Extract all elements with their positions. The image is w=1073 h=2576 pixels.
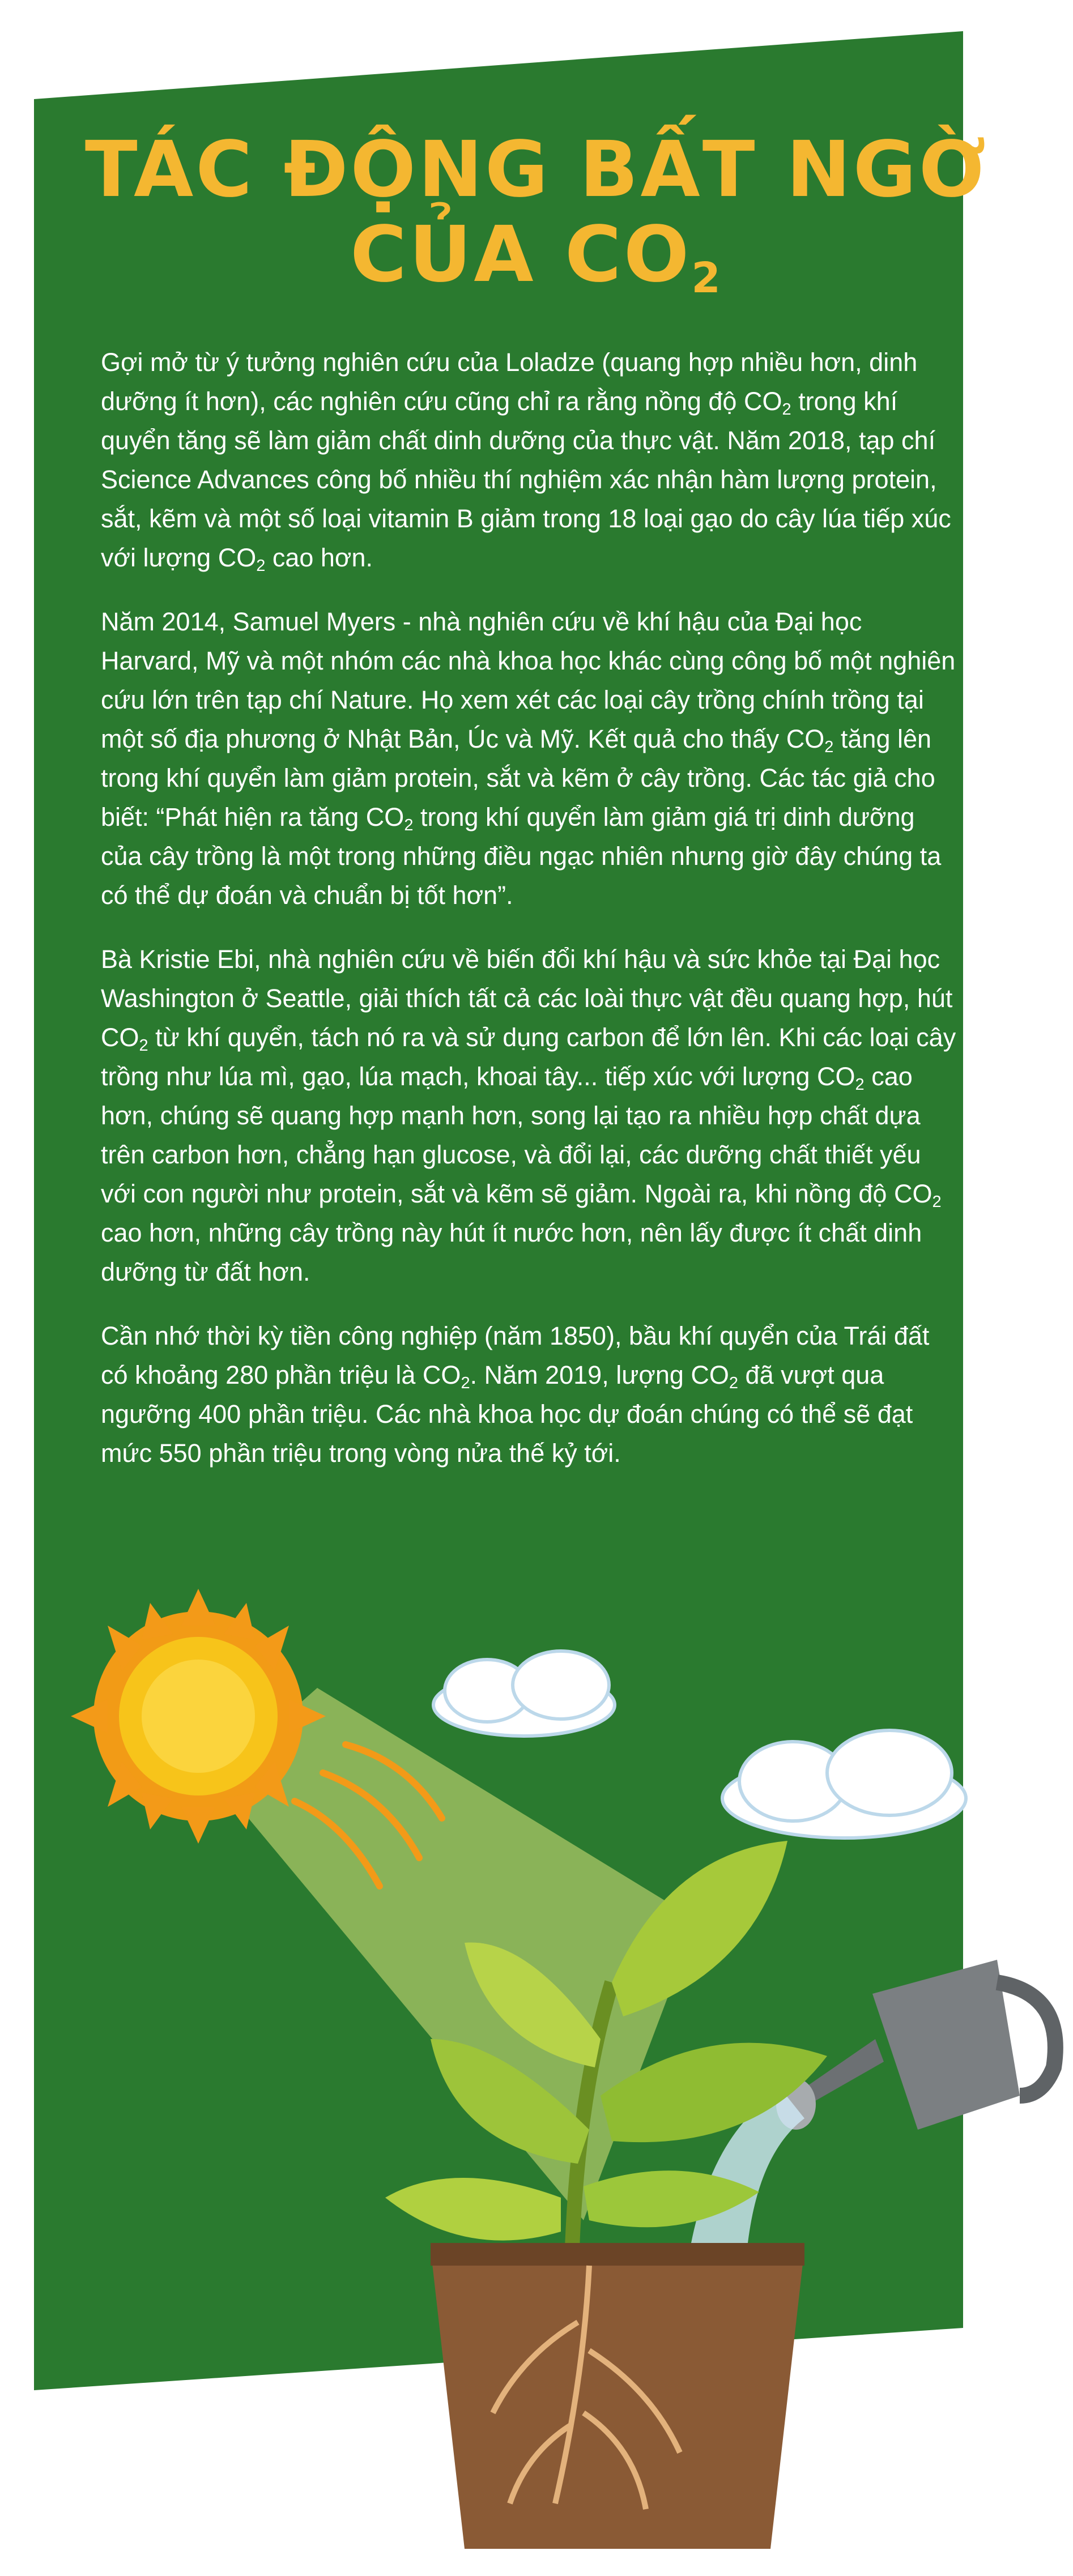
p3-text-3: cao hơn, chúng sẽ quang hợp mạnh hơn, song lại tạo ra nhiều hợp chất dựa trên carbon hơn, chẳng hạn glucose, và đổi lại, các dưỡng chất thiết yếu với con người như protein, sắt và kẽm sẽ giảm. Ngoài ra, khi nồng độ CO	[101, 1062, 933, 1208]
p1-sub-2: 2	[256, 557, 266, 575]
title-line-2-text: CỦA CO	[350, 210, 692, 300]
p2-text-3: trong khí quyển làm giảm giá trị dinh dưỡng của cây trồng là một trong những điều ngạc nhiên nhưng giờ đây chúng ta có thể dự đoán và chuẩn bị tốt hơn”.	[101, 803, 942, 910]
p4-text-3: đã vượt qua ngưỡng 400 phần triệu. Các nhà khoa học dự đoán chúng có thể sẽ đạt mức 550 phần triệu trong vòng nửa thế kỷ tới.	[101, 1360, 913, 1468]
p4-sub-2: 2	[729, 1374, 739, 1392]
title-subscript: 2	[691, 254, 723, 302]
p2-text-1: Năm 2014, Samuel Myers - nhà nghiên cứu về khí hậu của Đại học Harvard, Mỹ và một nhóm các nhà khoa học khác cùng công bố một nghiên cứu lớn trên tạp chí Nature. Họ xem xét các loại cây trồng chính trồng tại một số địa phương ở Nhật Bản, Úc và Mỹ. Kết quả cho thấy CO	[101, 607, 956, 753]
p1-text-3: cao hơn.	[265, 543, 373, 572]
p1-sub-1: 2	[782, 400, 791, 419]
sun-icon	[71, 1589, 326, 1844]
watering-can-icon	[776, 1960, 1055, 2130]
p4-text-1: Cần nhớ thời kỳ tiền công nghiệp (năm 1850), bầu khí quyển của Trái đất có khoảng 280 phần triệu là CO	[101, 1321, 930, 1389]
p3-text-4: cao hơn, những cây trồng này hút ít nước hơn, nên lấy được ít chất dinh dưỡng từ đất hơn.	[101, 1218, 922, 1286]
p3-text-1: Bà Kristie Ebi, nhà nghiên cứu về biến đổi khí hậu và sức khỏe tại Đại học Washington ở Seattle, giải thích tất cả các loài thực vật đều quang hợp, hút CO	[101, 945, 953, 1052]
p2-text-2: tăng lên trong khí quyển làm giảm protein, sắt và kẽm ở cây trồng. Các tác giả cho biết: “Phát hiện ra tăng CO	[101, 724, 935, 831]
p1-text-2: trong khí quyển tăng sẽ làm giảm chất dinh dưỡng của thực vật. Năm 2018, tạp chí Science Advances công bố nhiều thí nghiệm xác nhận hàm lượng protein, sắt, kẽm và một số loại vitamin B giảm trong 18 loại gạo do cây lúa tiếp xúc với lượng CO	[101, 387, 951, 572]
p4-text-2: . Năm 2019, lượng CO	[470, 1360, 729, 1389]
title-line-1: TÁC ĐỘNG BẤT NGỜ	[84, 125, 989, 215]
soil-pot	[431, 2243, 804, 2549]
p4-sub-1: 2	[461, 1374, 470, 1392]
p2-sub-2: 2	[404, 816, 414, 834]
p3-sub-1: 2	[139, 1037, 148, 1055]
p2-sub-1: 2	[824, 738, 834, 756]
cloud-icon	[433, 1651, 615, 1736]
p3-sub-3: 2	[932, 1193, 942, 1211]
p3-text-2: từ khí quyển, tách nó ra và sử dụng carbon để lớn lên. Khi các loại cây trồng như lúa mì, gạo, lúa mạch, khoai tây... tiếp xúc với lượng CO	[101, 1023, 956, 1091]
p3-sub-2: 2	[855, 1076, 865, 1094]
p1-text-1: Gợi mở từ ý tưởng nghiên cứu của Loladze (quang hợp nhiều hơn, dinh dưỡng ít hơn), các nghiên cứu cũng chỉ ra rằng nồng độ CO	[101, 348, 918, 416]
cloud-icon	[722, 1730, 966, 1838]
